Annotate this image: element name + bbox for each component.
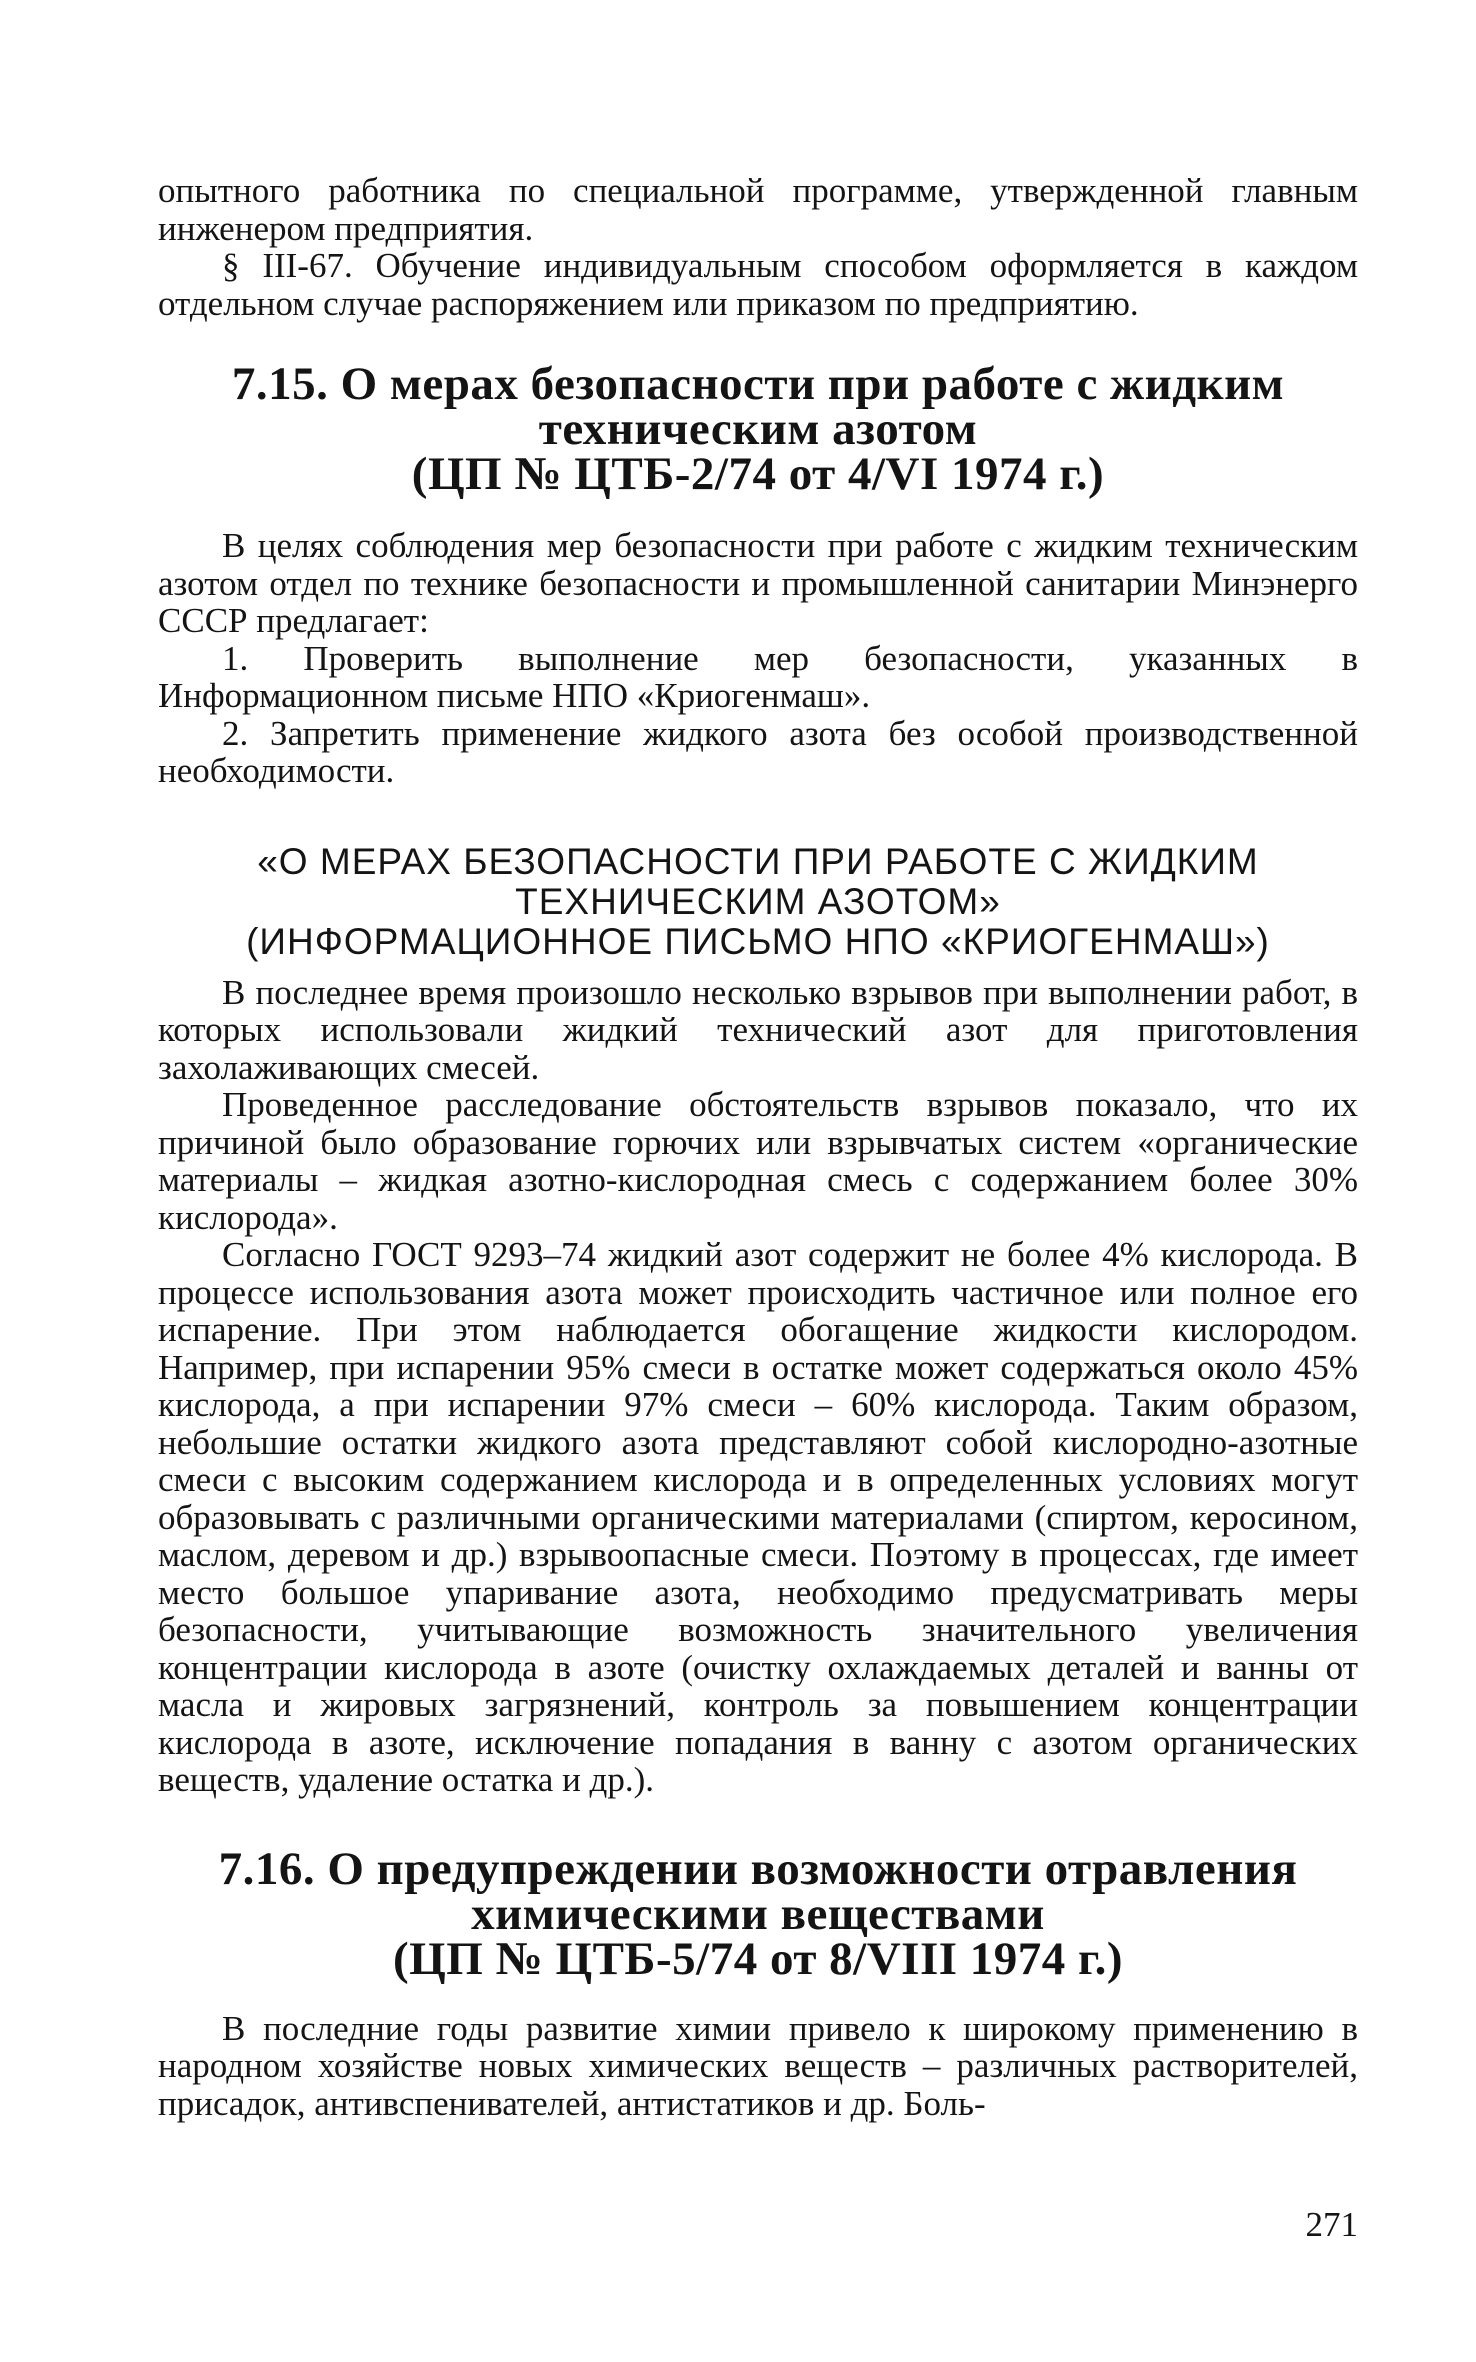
info-letter-title-line1: «О МЕРАХ БЕЗОПАСНОСТИ ПРИ РАБОТЕ С ЖИДКИМ [257, 840, 1259, 882]
paragraph-III-67: § III-67. Обучение индивидуальным способом оформляется в каждом отдельном случае распоряжением или приказом по предприятию. [158, 246, 1358, 323]
page-number: 271 [1305, 2205, 1358, 2244]
section-7-16-title-line2: химическими веществами [471, 1887, 1045, 1940]
info-letter-paragraph-3: Согласно ГОСТ 9293–74 жидкий азот содержит не более 4% кислорода. В процессе использования азота может происходить частичное или полное его испарение. При этом наблюдается обогащение жидкости кислородом. Например, при испарении 95% смеси в остатке может содержаться около 45% кислорода, а при испарении 97% смеси – 60% кислорода. Таким образом, небольшие остатки жидкого азота представляют собой кислородно-азотные смеси с высоким содержанием кислорода и в определенных условиях могут образовывать с различными органическими материалами (спиртом, керосином, маслом, деревом и др.) взрывоопасные смеси. Поэтому в процессах, где имеет место большое упаривание азота, необходимо предусматривать меры безопасности, учитывающие возможность значительного увеличения концентрации кислорода в азоте (очистку охлаждаемых деталей и ванны от масла и жировых загрязнений, контроль за повышением концентрации кислорода в азоте, исключение попадания в ванну с азотом органических веществ, удаление остатка и др.). [158, 1235, 1358, 1799]
section-7-16-title [158, 1842, 1358, 1985]
section-7-15-title-line3: (ЦП № ЦТБ-2/74 от 4/VI 1974 г.) [411, 448, 1105, 500]
section-7-15-item-1: 1. Проверить выполнение мер безопасности, указанных в Информационном письме НПО «Криогенмаш». [158, 638, 1358, 715]
section-7-16-title-line1: 7.16. О предупреждении возможности отравления [218, 1842, 1298, 1895]
section-7-16-title-line3: (ЦП № ЦТБ-5/74 от 8/VIII 1974 г.) [393, 1932, 1123, 1985]
section-7-16-paragraph: В последние годы развитие химии привело к широкому применению в народном хозяйстве новых химических веществ – различных растворителей, присадок, антивспенивателей, антистатиков и др. Боль- [158, 2008, 1358, 2123]
info-letter-paragraph-2: Проведенное расследование обстоятельств взрывов показало, что их причиной было образование горючих или взрывчатых систем «органические материалы – жидкая азотно-кислородная смесь с содержанием более 30% кислорода». [158, 1085, 1358, 1237]
page-content [158, 172, 1358, 2122]
info-letter-title-line2: ТЕХНИЧЕСКИМ АЗОТОМ» [515, 880, 1001, 922]
intro-paragraph-continuation: опытного работника по специальной программе, утвержденной главным инженером предприятия. [158, 171, 1358, 248]
section-7-15-item-2: 2. Запретить применение жидкого азота без особой производственной необходимости. [158, 713, 1358, 790]
section-7-15-title-line2: техническим азотом [538, 403, 978, 455]
info-letter-title-line3: (ИНФОРМАЦИОННОЕ ПИСЬМО НПО «КРИОГЕНМАШ») [246, 920, 1270, 962]
section-7-15-title [158, 358, 1358, 500]
section-7-15-paragraph: В целях соблюдения мер безопасности при работе с жидким техническим азотом отдел по технике безопасности и промышленной санитарии Минэнерго СССР предлагает: [158, 526, 1358, 640]
info-letter-title [158, 842, 1358, 962]
info-letter-paragraph-1: В последнее время произошло несколько взрывов при выполнении работ, в которых использовали жидкий технический азот для приготовления захолаживающих смесей. [158, 972, 1358, 1087]
section-7-15-title-line1: 7.15. О мерах безопасности при работе с жидким [231, 358, 1285, 410]
